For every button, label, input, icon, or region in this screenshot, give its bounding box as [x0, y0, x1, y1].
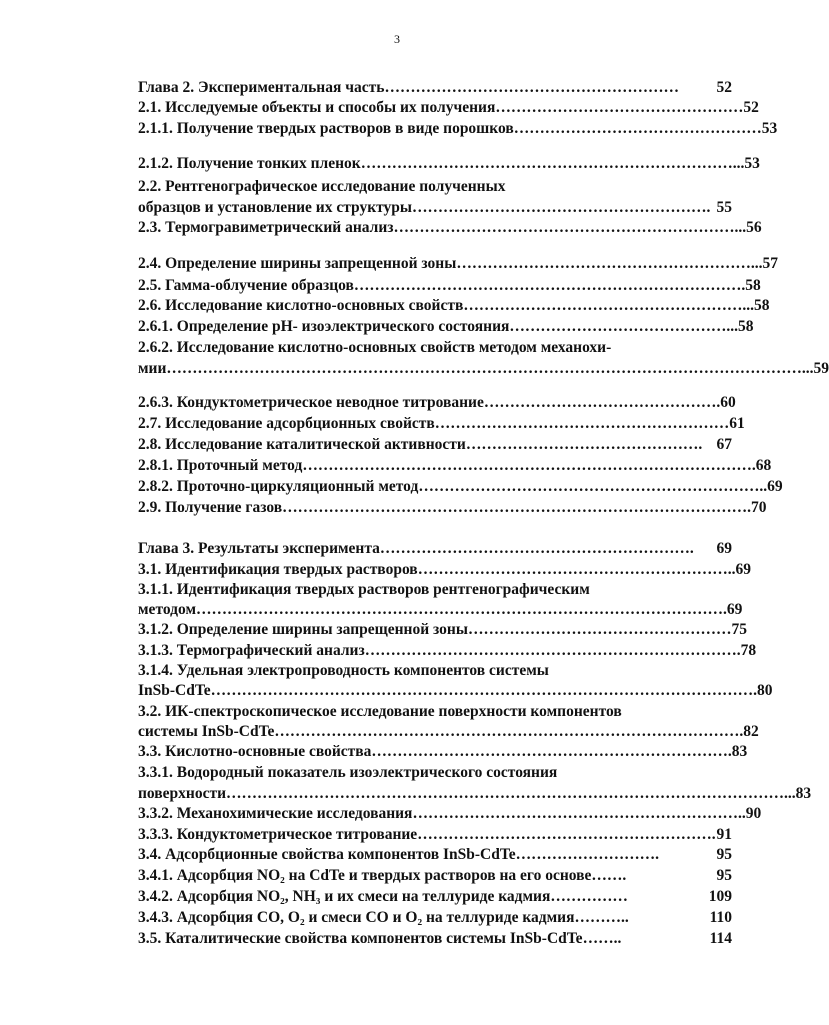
toc-entry-title: 3.1.4. Удельная электропроводность компонентов системы	[138, 662, 549, 679]
toc-entry-title: 2.8.1. Проточный метод	[138, 457, 303, 474]
toc-entry-title: Глава 2. Экспериментальная часть	[138, 79, 385, 96]
toc-dot-leader: ………..	[574, 909, 629, 926]
toc-entry-title: 3.1.3. Термографический анализ	[138, 642, 365, 659]
toc-entry-title: 3.1. Идентификация твердых растворов	[138, 561, 418, 578]
toc-page-number: 80	[757, 682, 773, 699]
toc-entry-title: 2.6.1. Определение pH- изоэлектрического состояния	[138, 318, 510, 335]
toc-dot-leader: …………………………………………………	[434, 415, 730, 432]
toc-entry-title: 2.2. Рентгенографическое исследование полученных	[138, 178, 506, 195]
toc-entry-title: 2.3. Термогравиметрический анализ	[138, 219, 394, 236]
page-number: 3	[394, 32, 400, 46]
toc-page-number: 69	[726, 601, 743, 618]
toc-dot-leader: ………………………………………………………………...	[360, 155, 745, 172]
toc-entry-title: 2.9. Получение газов	[138, 499, 283, 516]
toc-page-number: 53	[761, 120, 778, 137]
toc-entry	[138, 154, 760, 174]
toc-entry	[138, 198, 732, 218]
toc-page-number: 82	[743, 723, 759, 740]
toc-entry-title: 2.1.1. Получение твердых растворов в виде порошков	[138, 120, 514, 137]
toc-entry	[138, 254, 778, 274]
toc-entry-title: 3.3.1. Водородный показатель изоэлектрического состояния	[138, 764, 558, 781]
toc-page-number: 67	[716, 436, 732, 453]
toc-dot-leader: ……………………………………………………………………………….	[282, 499, 751, 516]
toc-page-number: 53	[744, 155, 760, 172]
toc-dot-leader: ………………………………………………….	[417, 826, 716, 843]
toc-dot-leader: ……………………………………………………………………………………………………………...	[166, 360, 814, 377]
toc-entry	[138, 498, 767, 518]
toc-page-number: 52	[743, 99, 759, 116]
toc-page-number: 68	[755, 457, 772, 474]
toc-entry	[138, 661, 732, 681]
toc-dot-leader: ……………………………………………………………………………….	[274, 723, 744, 740]
toc-entry	[138, 804, 762, 824]
toc-entry	[138, 681, 773, 701]
toc-dot-leader: …….	[591, 867, 627, 884]
toc-page-number: 78	[740, 642, 757, 659]
toc-page-number: 95	[716, 846, 732, 863]
toc-dot-leader: ……………………………………………………………….	[364, 642, 741, 659]
toc-dot-leader: ……………………………………….	[483, 394, 721, 411]
toc-entry-title: 3.4.1. Адсорбция NO₂ на CdTe и твердых растворов на его основе	[138, 867, 592, 884]
toc-entry-title: 3.5. Каталитические свойства компонентов системы InSb-CdTe	[138, 930, 583, 947]
toc-entry-title: 3.3. Кислотно-основные свойства	[138, 743, 372, 760]
toc-dot-leader: …………………………………………………………...	[393, 219, 747, 236]
toc-dot-leader: …………………………………………………….	[379, 540, 694, 557]
toc-entry	[138, 393, 736, 413]
toc-dot-leader: …………………………………………………	[384, 79, 679, 96]
toc-entry-title: 3.1.2. Определение ширины запрещенной зоны	[138, 621, 468, 638]
toc-entry-title: InSb-CdTe	[138, 682, 211, 699]
toc-entry-title: 3.4. Адсорбционные свойства компонентов InSb-CdTe	[138, 846, 516, 863]
toc-entry	[138, 119, 778, 139]
toc-entry-title: 3.1.1. Идентификация твердых растворов рентгенографическим	[138, 581, 590, 598]
toc-entry	[138, 784, 812, 804]
toc-entry-title: 2.7. Исследование адсорбционных свойств	[138, 415, 435, 432]
toc-dot-leader: ……………………………………………	[467, 621, 732, 638]
toc-entry	[138, 218, 762, 238]
toc-page-number: 57	[762, 255, 778, 272]
toc-dot-leader: …………………………………………………………….	[371, 743, 732, 760]
toc-dot-leader: …………………………………………	[513, 120, 762, 137]
toc-page-number: 52	[716, 79, 732, 96]
toc-page-number: 75	[731, 621, 747, 638]
toc-dot-leader: ……..	[582, 930, 622, 947]
toc-dot-leader: ………………………………………………………………………………………………...	[226, 785, 796, 802]
toc-dot-leader: ………………………………………………………..	[412, 805, 746, 822]
toc-entry	[138, 296, 770, 316]
toc-page-number: 83	[731, 743, 748, 760]
toc-entry-title: системы InSb-CdTe	[138, 723, 275, 740]
toc-page-number: 69	[735, 561, 751, 578]
toc-page-number: 95	[716, 867, 732, 884]
toc-page-number: 58	[753, 297, 770, 314]
toc-entry-title: 3.4.3. Адсорбция CO, O₂ и смеси CO и O₂ на теллуриде кадмия	[138, 909, 575, 926]
toc-page-number: 90	[745, 805, 762, 822]
toc-entry-title: мии	[138, 360, 167, 377]
toc-dot-leader: ………………………………………………...	[463, 297, 754, 314]
toc-entry	[138, 887, 732, 907]
toc-entry	[138, 98, 759, 118]
toc-entry	[138, 763, 732, 783]
toc-entry	[138, 702, 732, 722]
toc-page-number: 59	[813, 360, 829, 377]
toc-entry-title: 2.6.2. Исследование кислотно-основных свойств методом механохи-	[138, 339, 612, 356]
toc-entry	[138, 78, 732, 98]
toc-entry-title: Глава 3. Результаты эксперимента	[138, 540, 380, 557]
toc-entry	[138, 177, 732, 197]
toc-dot-leader: …………………………………………………………………………….	[302, 457, 756, 474]
toc-page-number: 91	[716, 826, 732, 843]
toc-entry	[138, 580, 732, 600]
toc-page-number: 61	[729, 415, 745, 432]
toc-entry-title: 2.5. Гамма-облучение образцов	[138, 277, 354, 294]
toc-entry	[138, 560, 751, 580]
toc-entry-title: 2.4. Определение ширины запрещенной зоны	[138, 255, 457, 272]
toc-entry	[138, 742, 748, 762]
toc-dot-leader: ……………	[550, 888, 628, 905]
toc-entry	[138, 435, 732, 455]
toc-entry	[138, 641, 757, 661]
toc-page-number: 58	[745, 277, 761, 294]
toc-dot-leader: …………………………………………………………..	[418, 478, 768, 495]
toc-dot-leader: ……………………………………….	[465, 436, 703, 453]
toc-entry-title: поверхности	[138, 785, 227, 802]
toc-dot-leader: ……………………………………………………..	[417, 561, 736, 578]
toc-entry-title: 2.1.2. Получение тонких пленок	[138, 155, 361, 172]
toc-entry	[138, 276, 761, 296]
toc-entry	[138, 908, 732, 928]
toc-entry	[138, 866, 732, 886]
toc-page-number: 69	[716, 540, 732, 557]
toc-page-number: 110	[709, 909, 732, 926]
toc-entry-title: 3.2. ИК-спектроскопическое исследование поверхности компонентов	[138, 703, 622, 720]
toc-entry	[138, 317, 754, 337]
toc-dot-leader: …………………………………………………...	[456, 255, 763, 272]
toc-entry-title: образцов и установление их структуры	[138, 199, 413, 216]
toc-page-number: 60	[720, 394, 736, 411]
toc-page-number: 69	[767, 478, 783, 495]
toc-dot-leader: ………………………………………………….	[412, 199, 711, 216]
toc-page-number: 83	[795, 785, 812, 802]
toc-entry	[138, 722, 759, 742]
toc-entry	[138, 620, 747, 640]
toc-entry-title: 2.1. Исследуемые объекты и способы их получения	[138, 99, 496, 116]
toc-entry	[138, 456, 772, 476]
toc-entry-title: 3.3.3. Кондуктометрическое титрование	[138, 826, 418, 843]
toc-page-number: 109	[708, 888, 732, 905]
toc-entry	[138, 477, 783, 497]
toc-dot-leader: ………………………………………………………………….	[353, 277, 746, 294]
toc-entry-title: 3.3.2. Механохимические исследования	[138, 805, 413, 822]
toc-entry-title: 2.6.3. Кондуктометрическое неводное титрование	[138, 394, 484, 411]
toc-entry-title: 3.4.2. Адсорбция NO₂, NH₃ и их смеси на теллуриде кадмия	[138, 888, 551, 905]
toc-entry	[138, 359, 829, 379]
toc-entry	[138, 825, 732, 845]
toc-entry	[138, 845, 732, 865]
toc-page-number: 70	[750, 499, 767, 516]
toc-entry	[138, 539, 732, 559]
toc-entry-title: методом	[138, 601, 197, 618]
toc-entry	[138, 929, 732, 949]
toc-entry-title: 2.6. Исследование кислотно-основных свойств	[138, 297, 464, 314]
toc-page-number: 55	[716, 199, 732, 216]
toc-page-number: 58	[738, 318, 754, 335]
toc-dot-leader: …………………………………………………………………………………………….	[210, 682, 758, 699]
toc-entry	[138, 414, 745, 434]
toc-entry	[138, 600, 743, 620]
toc-entry-title: 2.8. Исследование каталитической активности	[138, 436, 466, 453]
toc-dot-leader: ……………………….	[515, 846, 660, 863]
toc-page-number: 114	[709, 930, 732, 947]
toc-dot-leader: …………………………………………	[495, 99, 744, 116]
toc-entry-title: 2.8.2. Проточно-циркуляционный метод	[138, 478, 419, 495]
toc-entry	[138, 338, 732, 358]
toc-page-number: 56	[746, 219, 762, 236]
toc-dot-leader: ……………………………………...	[509, 318, 739, 335]
toc-dot-leader: ………………………………………………………………………………………….	[196, 601, 727, 618]
